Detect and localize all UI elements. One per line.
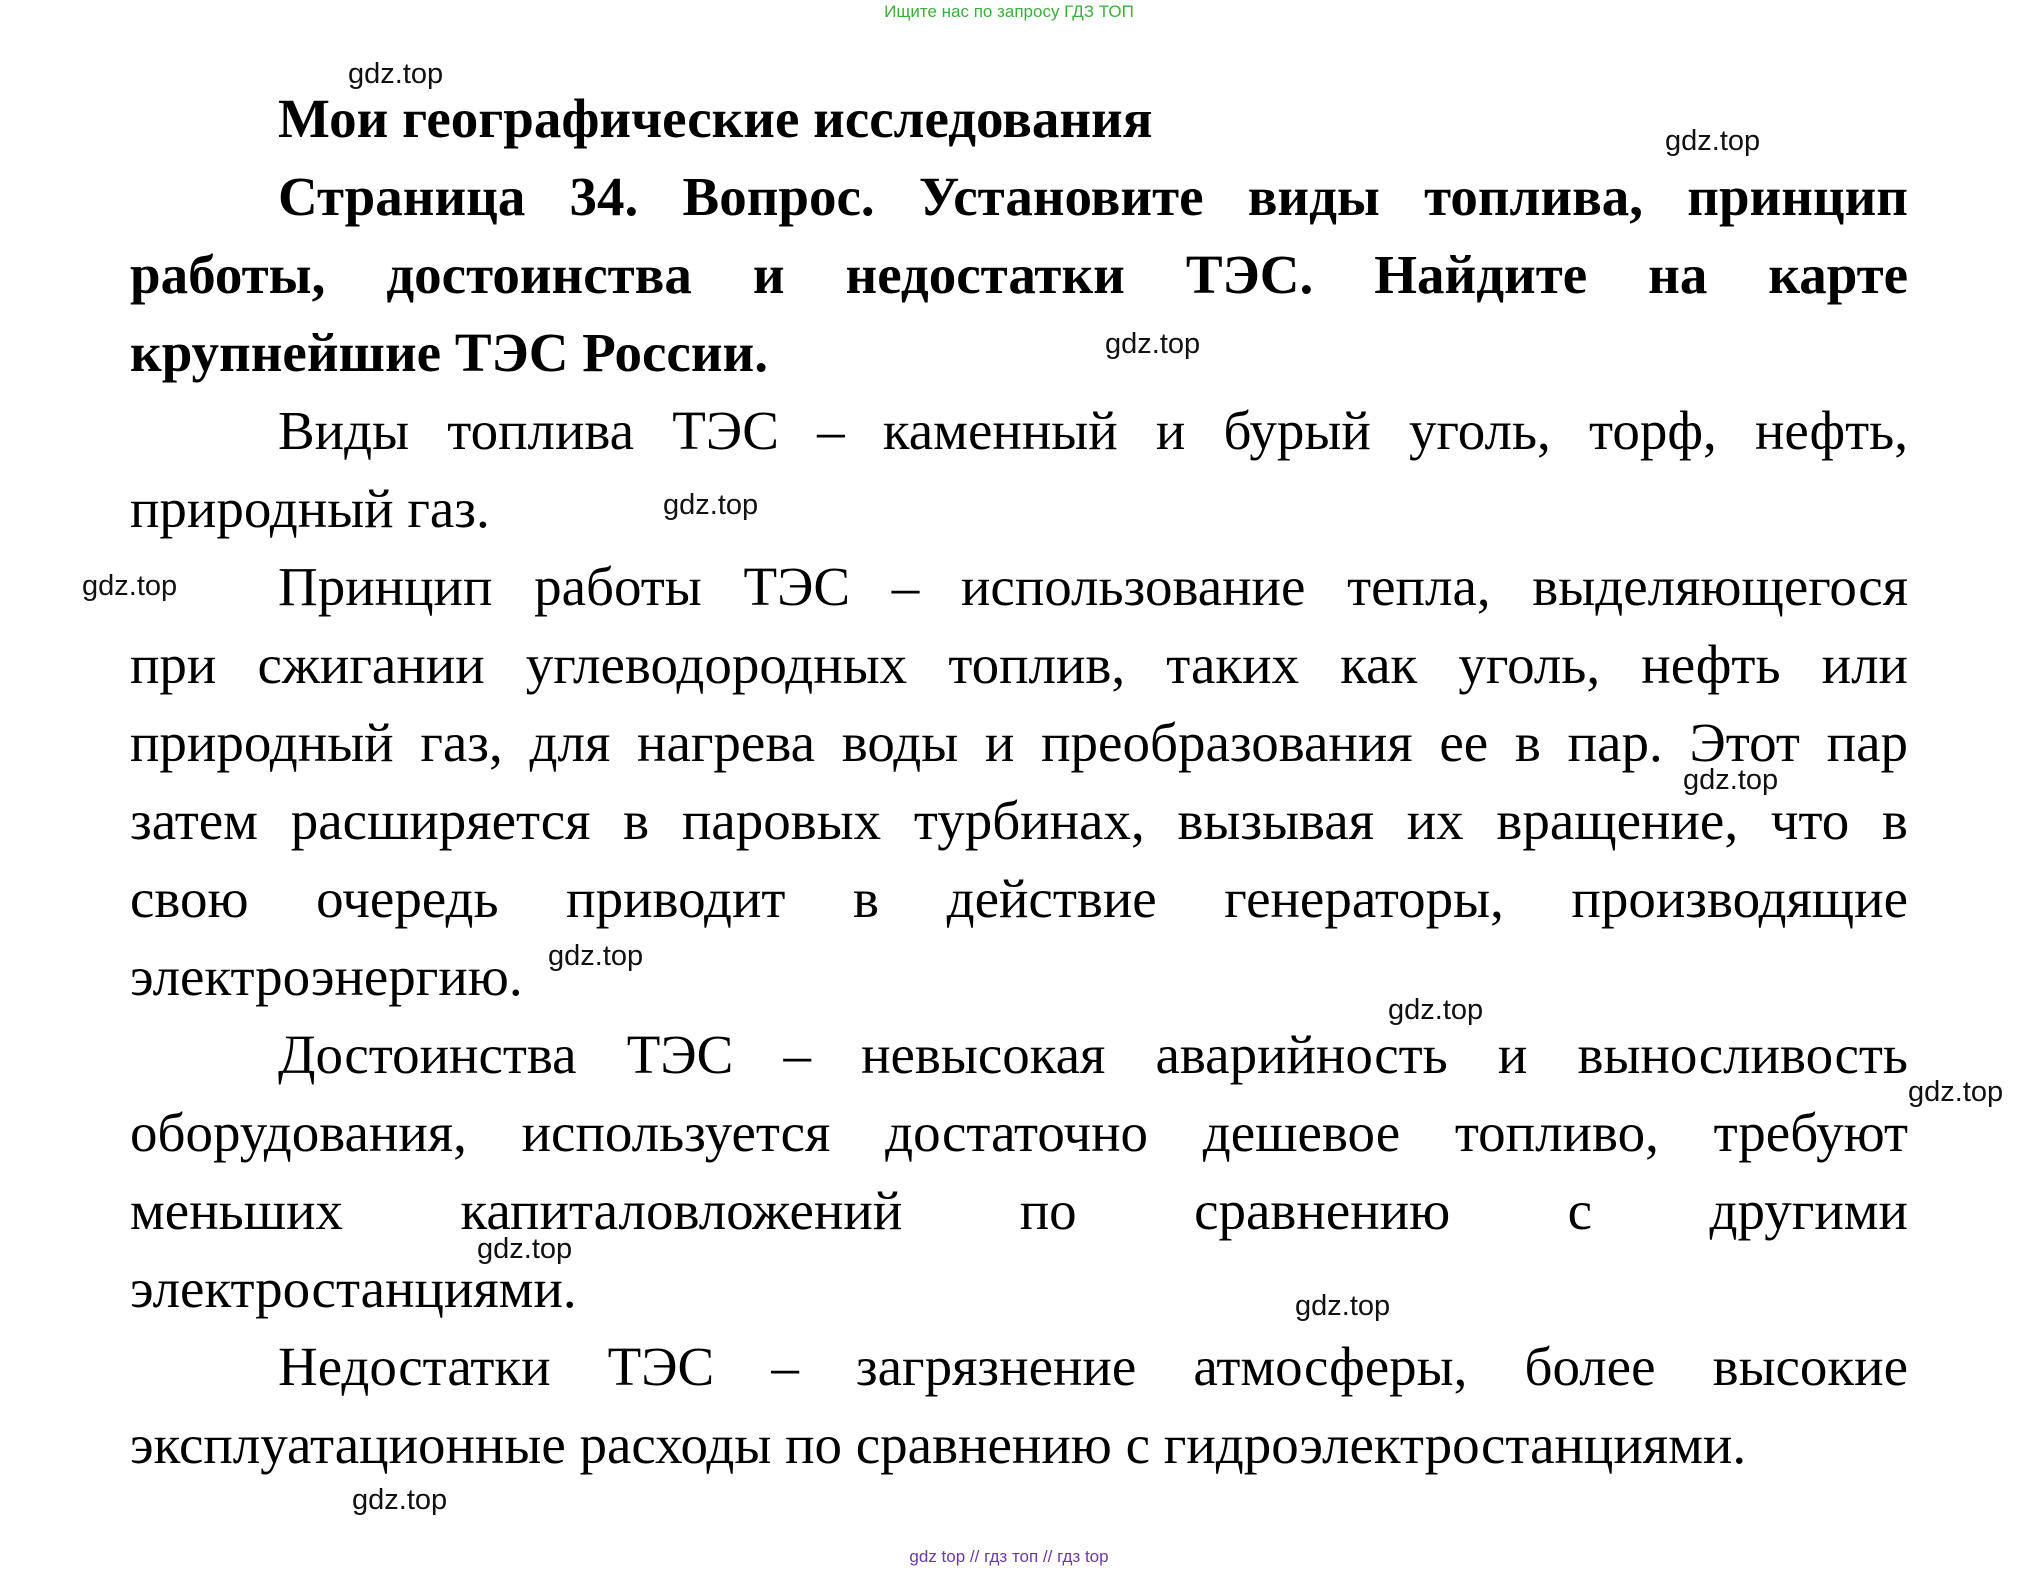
- watermark: gdz.top: [1683, 764, 1779, 796]
- fuel-line: природный газ.: [130, 478, 490, 539]
- advantages-line: оборудования, используется достаточно дешевое топливо, требуют: [130, 1102, 1908, 1163]
- question-line: Страница 34. Вопрос. Установите виды топлива, принцип: [278, 166, 1908, 227]
- watermark: gdz.top: [1388, 994, 1484, 1026]
- advantages-line: меньших капиталовложений по сравнению с другими: [130, 1180, 1908, 1241]
- watermark: gdz.top: [1295, 1290, 1391, 1322]
- watermark: gdz.top: [663, 489, 759, 521]
- advantages-line: Достоинства ТЭС – невысокая аварийность и выносливость: [278, 1024, 1908, 1085]
- question-line: крупнейшие ТЭС России.: [130, 322, 768, 383]
- watermark: gdz.top: [352, 1484, 448, 1516]
- watermark: gdz.top: [477, 1233, 573, 1265]
- disadvantages-line: эксплуатационные расходы по сравнению с гидроэлектростанциями.: [130, 1414, 1747, 1475]
- watermark: gdz.top: [1665, 125, 1761, 157]
- watermark: gdz.top: [1908, 1076, 2004, 1108]
- principle-line: электроэнергию.: [130, 946, 523, 1007]
- top-banner: Ищите нас по запросу ГДЗ ТОП: [884, 2, 1134, 21]
- advantages-line: электростанциями.: [130, 1258, 577, 1319]
- principle-line: затем расширяется в паровых турбинах, вызывая их вращение, что в: [130, 790, 1908, 851]
- principle-line: при сжигании углеводородных топлив, таких как уголь, нефть или: [130, 634, 1908, 695]
- principle-line: природный газ, для нагрева воды и преобразования ее в пар. Этот пар: [130, 712, 1908, 773]
- question-line: работы, достоинства и недостатки ТЭС. Найдите на карте: [130, 244, 1908, 305]
- principle-line: Принцип работы ТЭС – использование тепла, выделяющегося: [278, 556, 1908, 617]
- watermark: gdz.top: [348, 58, 444, 90]
- watermark: gdz.top: [1105, 328, 1201, 360]
- section-title: Мои географические исследования: [278, 88, 1153, 149]
- fuel-line: Виды топлива ТЭС – каменный и бурый уголь, торф, нефть,: [278, 400, 1908, 461]
- principle-line: свою очередь приводит в действие генераторы, производящие: [130, 868, 1908, 929]
- watermark: gdz.top: [548, 940, 644, 972]
- disadvantages-line: Недостатки ТЭС – загрязнение атмосферы, более высокие: [278, 1336, 1908, 1397]
- watermark: gdz.top: [82, 570, 178, 602]
- footer-links[interactable]: gdz top // гдз топ // гдз top: [909, 1547, 1109, 1566]
